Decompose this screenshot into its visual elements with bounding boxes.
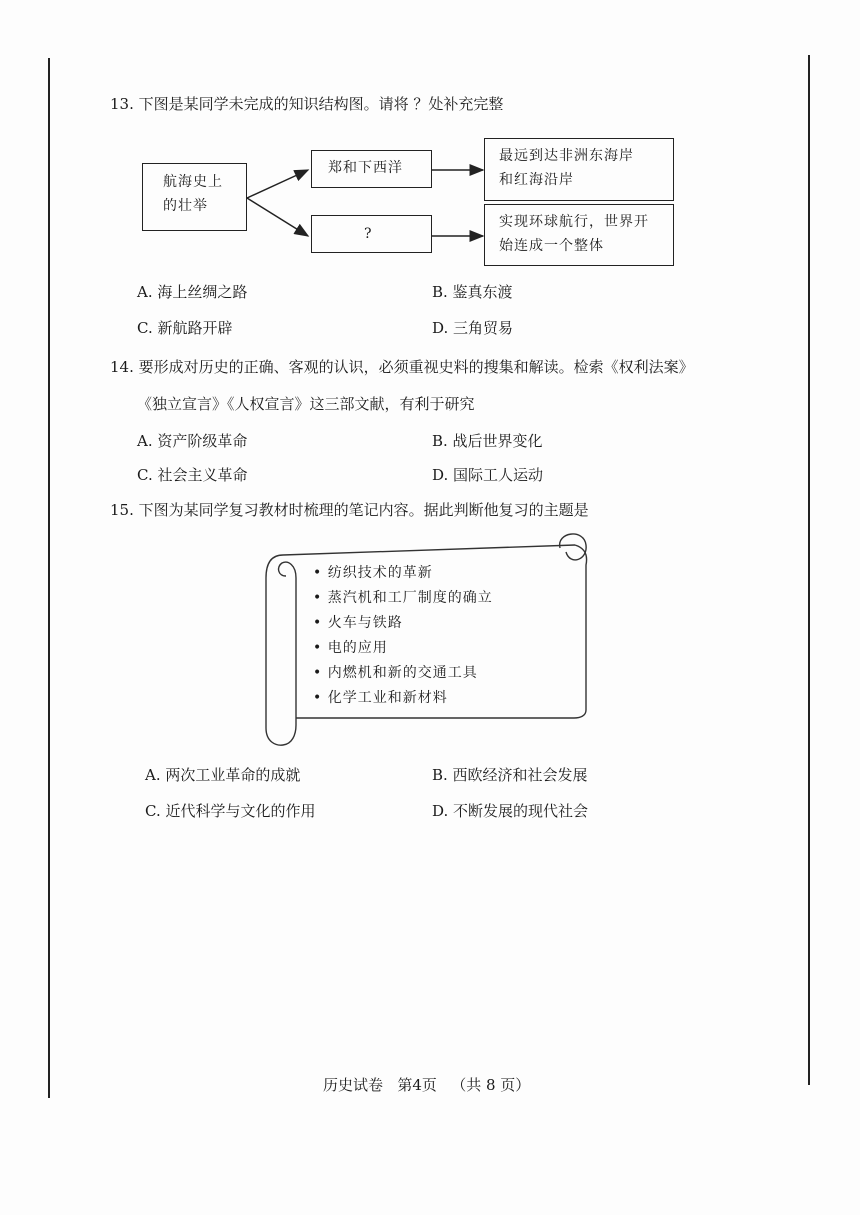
diagram-root-line2: 的壮举 <box>163 198 208 214</box>
q13-stem-text: 下图是某同学未完成的知识结构图。请将 ？处补充完整 <box>138 95 504 113</box>
q15-option-c[interactable]: C. 近代科学与文化的作用 <box>145 802 316 820</box>
q13-option-c[interactable]: C. 新航路开辟 <box>137 319 233 337</box>
q13-stem <box>110 94 503 114</box>
q15-number: 15. <box>110 501 134 519</box>
q14-option-b[interactable]: B. 战后世界变化 <box>432 432 543 450</box>
note-item: • 电的应用 <box>313 640 388 656</box>
q15-option-b[interactable]: B. 西欧经济和社会发展 <box>432 766 588 784</box>
diagram-branch-top <box>311 150 432 188</box>
q15-option-d[interactable]: D. 不断发展的现代社会 <box>432 802 589 820</box>
q14-number: 14. <box>110 358 134 376</box>
q14-option-a[interactable]: A. 资产阶级革命 <box>137 432 248 450</box>
diagram-result-top-line1: 最远到达非洲东海岸 <box>499 148 634 164</box>
q13-option-d[interactable]: D. 三角贸易 <box>432 319 514 337</box>
diagram-result-top-line2: 和红海沿岸 <box>499 172 574 188</box>
note-item: • 内燃机和新的交通工具 <box>313 665 478 681</box>
footer-page: 第4页 <box>397 1076 437 1094</box>
q15-stem-text: 下图为某同学复习教材时梳理的笔记内容。据此判断他复习的主题是 <box>138 501 589 519</box>
q15-stem <box>110 500 589 520</box>
diagram-result-bottom-line2: 始连成一个整体 <box>499 238 604 254</box>
q14-stem-line1 <box>110 357 694 377</box>
diagram-root-line1: 航海史上 <box>163 174 223 190</box>
q14-stem-text1: 要形成对历史的正确、客观的认识，必须重视史料的搜集和解读。检索《权利法案》 <box>138 358 694 376</box>
diagram-branch-bottom <box>311 215 432 253</box>
note-item: • 火车与铁路 <box>313 615 403 631</box>
note-item: • 化学工业和新材料 <box>313 690 448 706</box>
diagram-result-bottom-line1: 实现环球航行，世界开 <box>499 214 649 230</box>
diagram-result-top <box>484 138 674 201</box>
q15-option-a[interactable]: A. 两次工业革命的成就 <box>145 766 301 784</box>
q13-option-b[interactable]: B. 鉴真东渡 <box>432 283 513 301</box>
q13-number: 13. <box>110 95 134 113</box>
note-item: • 蒸汽机和工厂制度的确立 <box>313 590 493 606</box>
q14-option-c[interactable]: C. 社会主义革命 <box>137 466 248 484</box>
q14-option-d[interactable]: D. 国际工人运动 <box>432 466 544 484</box>
note-item: • 纺织技术的革新 <box>313 565 433 581</box>
diagram-branch-top-label: 郑和下西洋 <box>328 160 403 176</box>
diagram-result-bottom <box>484 204 674 266</box>
diagram-root-box <box>142 163 247 231</box>
footer-subject: 历史试卷 <box>323 1076 384 1094</box>
footer-total: （共 8 页） <box>451 1076 531 1094</box>
q14-stem-line2: 《独立宣言》《人权宣言》这三部文献，有利于研究 <box>137 395 475 413</box>
page-footer <box>323 1074 530 1095</box>
q13-option-a[interactable]: A. 海上丝绸之路 <box>137 283 248 301</box>
diagram-branch-bottom-label: ? <box>364 226 373 242</box>
